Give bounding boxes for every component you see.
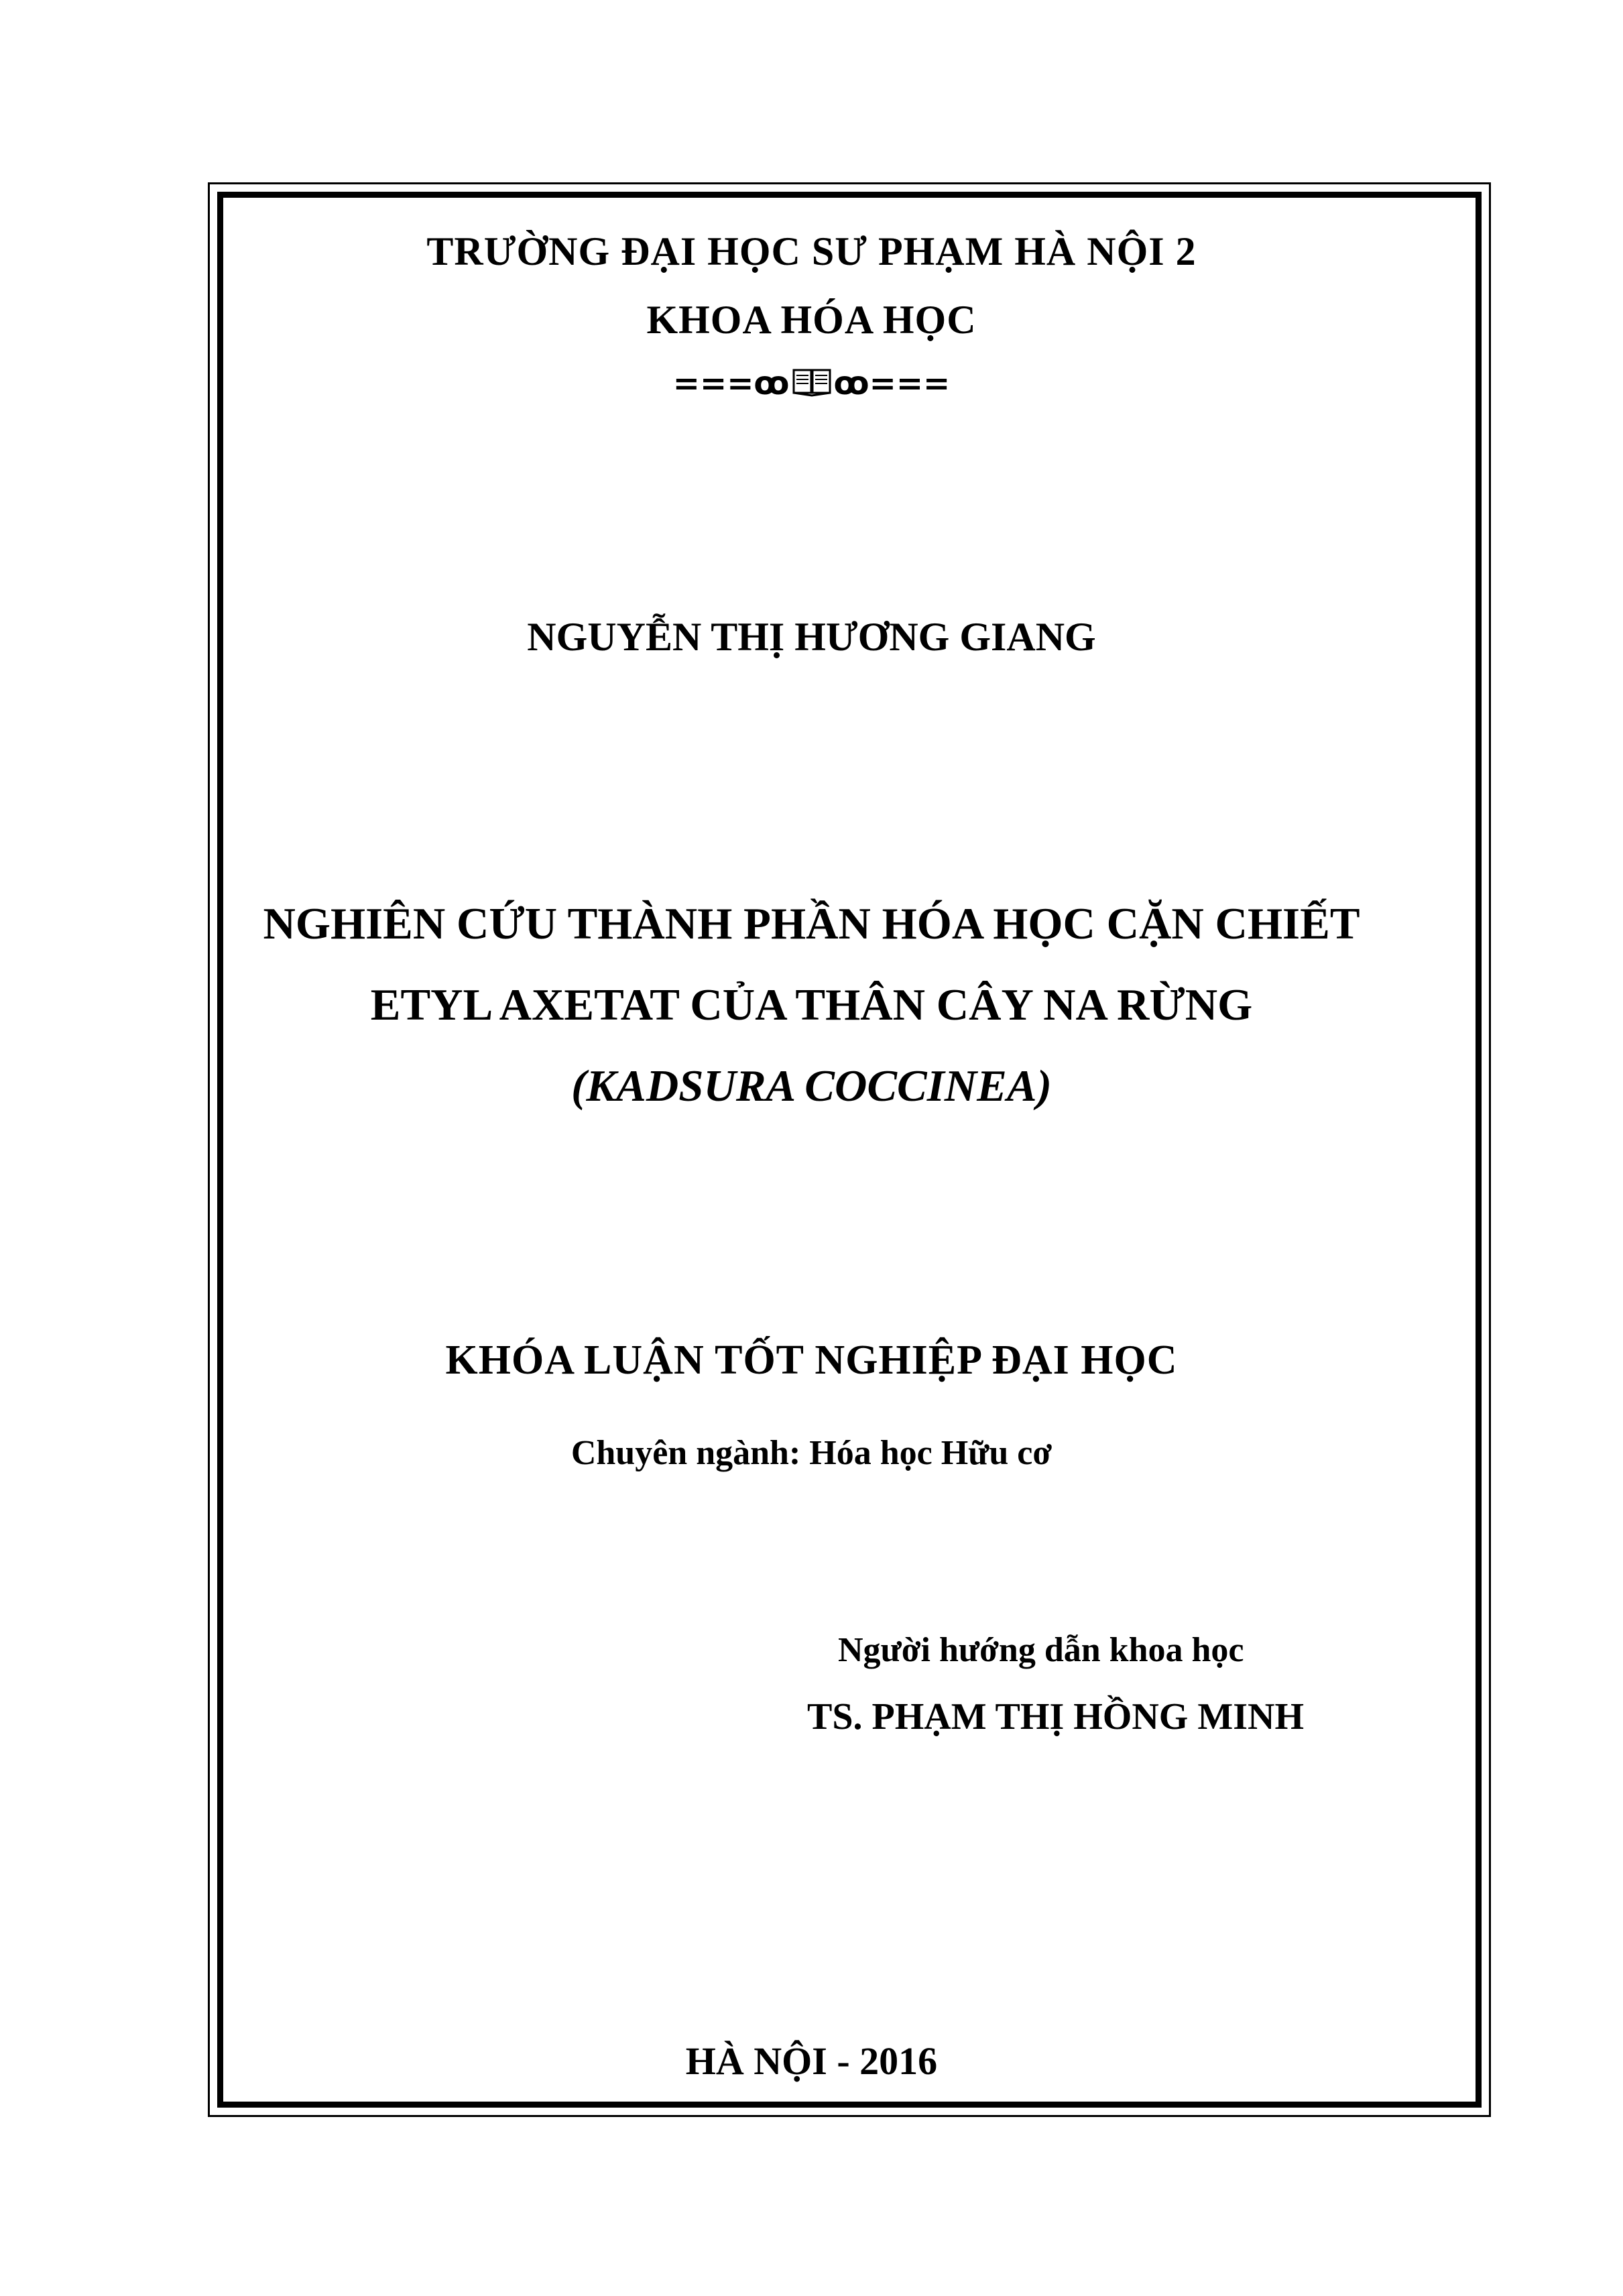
faculty-name: KHOA HÓA HỌC: [646, 298, 977, 342]
thesis-title-line-3: (KADSURA COCCINEA): [571, 1061, 1052, 1111]
place-year: HÀ NỘI - 2016: [685, 2039, 938, 2083]
thesis-title-line-2: ETYL AXETAT CỦA THÂN CÂY NA RỪNG: [370, 980, 1253, 1030]
divider-right: ꝏ===: [833, 365, 951, 402]
university-name: TRƯỜNG ĐẠI HỌC SƯ PHẠM HÀ NỘI 2: [426, 229, 1197, 274]
open-book-icon: [792, 367, 831, 397]
thesis-type: KHÓA LUẬN TỐT NGHIỆP ĐẠI HỌC: [445, 1337, 1178, 1383]
major-field: Chuyên ngành: Hóa học Hữu cơ: [570, 1434, 1053, 1472]
decorative-divider: [0, 367, 1623, 400]
supervisor-label: Người hướng dẫn khoa học: [838, 1631, 1244, 1669]
divider-left: ===ꝏ: [672, 365, 790, 402]
thesis-title-line-1: NGHIÊN CỨU THÀNH PHẦN HÓA HỌC CẶN CHIẾT: [263, 899, 1360, 949]
author-name: NGUYỄN THỊ HƯƠNG GIANG: [527, 615, 1096, 659]
supervisor-name: TS. PHẠM THỊ HỒNG MINH: [807, 1696, 1305, 1738]
page-border-inner: [217, 192, 1482, 2108]
